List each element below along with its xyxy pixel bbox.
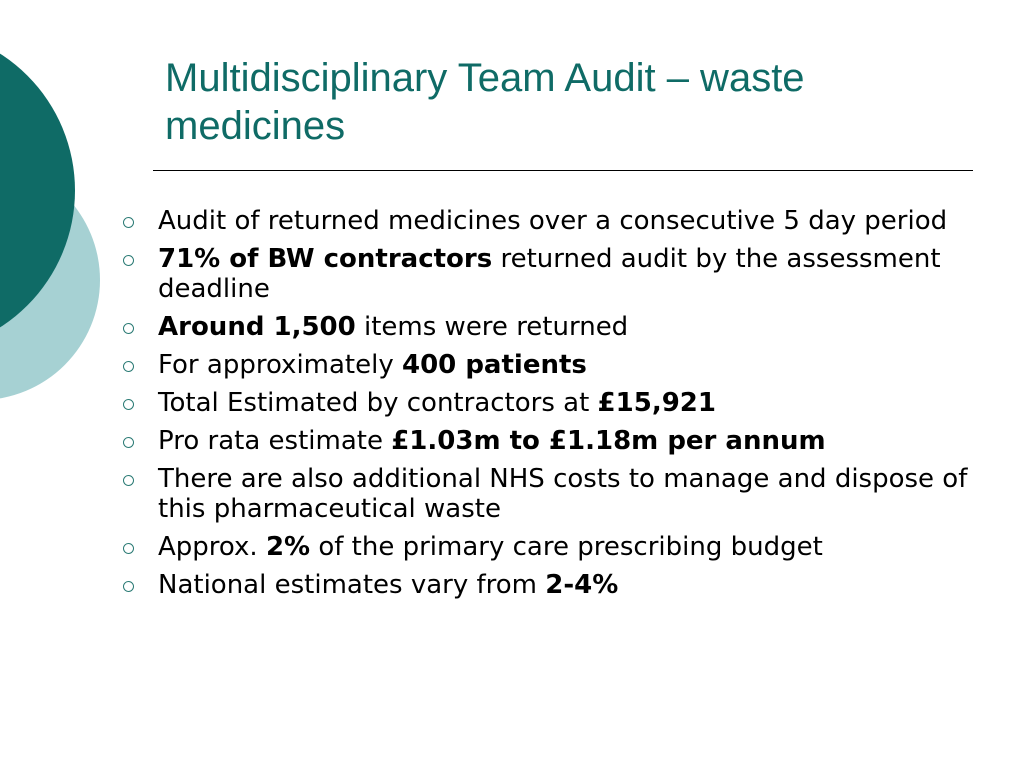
hollow-circle-bullet-icon — [123, 475, 134, 486]
bullet-text-bold: 2% — [265, 532, 311, 562]
slide-title: Multidisciplinary Team Audit – waste medicines — [165, 56, 805, 148]
bullet-text-bold: 71% of BW contractors — [158, 244, 493, 274]
bullet-item — [120, 464, 990, 524]
hollow-circle-bullet-icon — [123, 323, 134, 334]
bullet-item — [120, 206, 990, 236]
hollow-circle-bullet-icon — [123, 543, 134, 554]
bullet-text: National estimates vary from — [158, 570, 546, 600]
bullet-text: Audit of returned medicines over a consecutive 5 day period — [158, 206, 948, 236]
bullet-text: For approximately — [158, 350, 402, 380]
bullet-text: There are also additional NHS costs to manage and dispose of this pharmaceutical waste — [158, 464, 968, 524]
bullet-item — [120, 426, 990, 456]
bullet-text: Pro rata estimate — [158, 426, 392, 456]
bullet-text-bold: 400 patients — [402, 350, 587, 380]
bullet-text: returned audit by the assessment deadline — [158, 244, 941, 304]
bullet-item — [120, 532, 990, 562]
bullet-item — [120, 244, 990, 304]
bullet-text-bold: £1.03m to £1.18m per annum — [391, 426, 826, 456]
hollow-circle-bullet-icon — [123, 399, 134, 410]
bullet-text: Total Estimated by contractors at — [158, 388, 598, 418]
hollow-circle-bullet-icon — [123, 217, 134, 228]
bullet-text-bold: £15,921 — [597, 388, 716, 418]
bullet-text: Approx. — [158, 532, 266, 562]
hollow-circle-bullet-icon — [123, 581, 134, 592]
bullet-item — [120, 388, 990, 418]
hollow-circle-bullet-icon — [123, 437, 134, 448]
bullet-text: items were returned — [355, 312, 629, 342]
bullet-item — [120, 570, 990, 600]
bullet-text-bold: 2-4% — [545, 570, 619, 600]
bullet-text-bold: Around 1,500 — [158, 312, 356, 342]
bullet-list — [120, 206, 990, 608]
title-divider — [153, 170, 973, 171]
bullet-item — [120, 312, 990, 342]
bullet-text: of the primary care prescribing budget — [310, 532, 823, 562]
hollow-circle-bullet-icon — [123, 255, 134, 266]
bullet-item — [120, 350, 990, 380]
hollow-circle-bullet-icon — [123, 361, 134, 372]
